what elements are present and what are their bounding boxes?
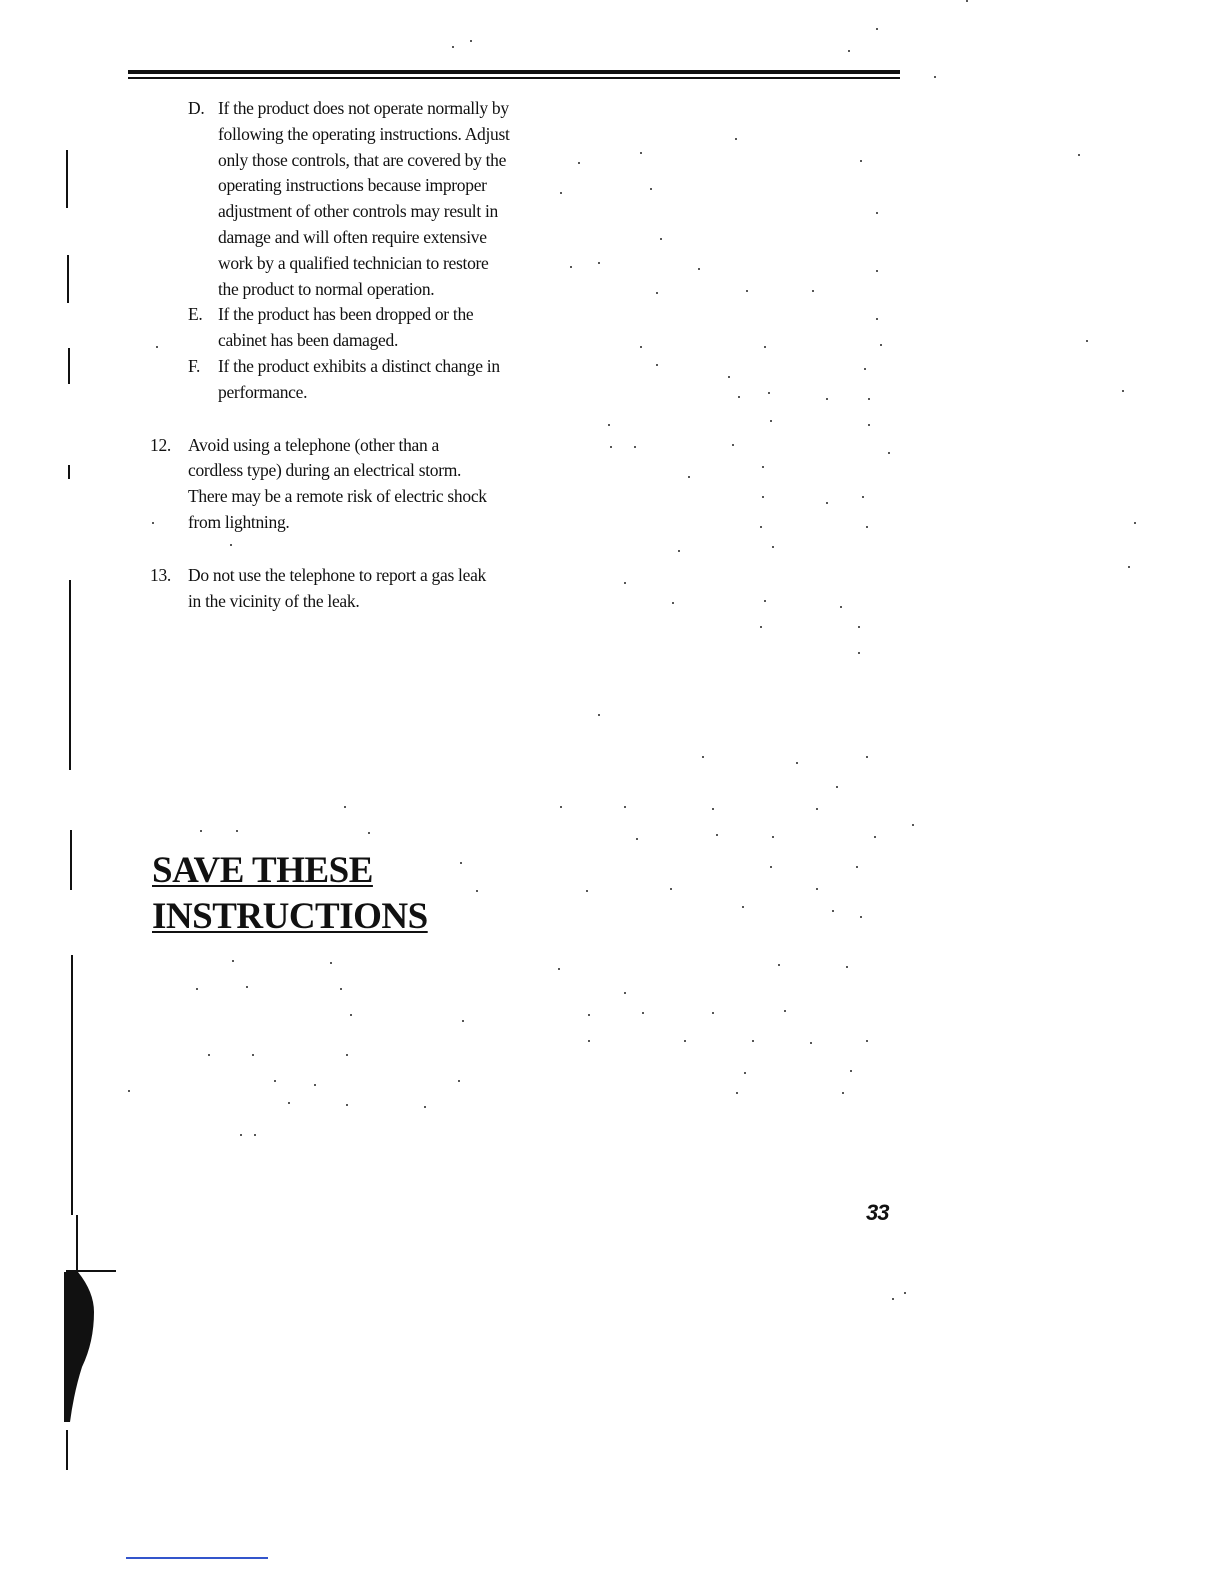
scan-speck: [760, 626, 762, 628]
scan-speck: [634, 446, 636, 448]
scan-speck: [208, 1054, 210, 1056]
instruction-list: [150, 96, 510, 614]
scan-speck: [636, 838, 638, 840]
scan-speck: [826, 398, 828, 400]
scan-speck: [608, 424, 610, 426]
scan-speck: [684, 1040, 686, 1042]
scan-speck: [904, 1292, 906, 1294]
binding-edge-mark: [71, 955, 73, 1215]
binding-edge-mark: [66, 150, 68, 208]
scan-speck: [760, 526, 762, 528]
scan-speck: [836, 786, 838, 788]
scan-speck: [738, 396, 740, 398]
list-item-f: [188, 354, 510, 406]
scan-speck: [752, 1040, 754, 1042]
scan-speck: [624, 992, 626, 994]
scan-speck: [640, 346, 642, 348]
scan-speck: [866, 526, 868, 528]
header-rule-secondary: [128, 77, 900, 79]
scan-speck: [826, 502, 828, 504]
scan-speck: [735, 138, 737, 140]
scan-speck: [716, 834, 718, 836]
scan-speck: [816, 888, 818, 890]
scan-speck: [688, 476, 690, 478]
scan-speck: [650, 188, 652, 190]
scan-speck: [888, 452, 890, 454]
scan-speck: [796, 762, 798, 764]
scan-speck: [744, 1072, 746, 1074]
scan-speck: [232, 960, 234, 962]
scan-speck: [762, 496, 764, 498]
scan-speck: [588, 1040, 590, 1042]
scan-speck: [892, 1298, 894, 1300]
list-marker: D.: [188, 98, 205, 118]
scan-speck: [660, 238, 662, 240]
scan-speck: [560, 192, 562, 194]
scan-speck: [344, 806, 346, 808]
scan-speck: [742, 906, 744, 908]
scan-speck: [470, 40, 472, 42]
scan-speck: [728, 376, 730, 378]
scan-speck: [560, 806, 562, 808]
list-marker: F.: [188, 355, 201, 376]
scan-speck: [768, 392, 770, 394]
scan-speck: [876, 28, 878, 30]
scan-speck: [772, 546, 774, 548]
scan-speck: [762, 466, 764, 468]
scan-speck: [588, 1014, 590, 1016]
scan-speck: [840, 606, 842, 608]
list-item-12: [150, 433, 510, 536]
scan-speck: [246, 986, 248, 988]
list-item-d: [188, 96, 510, 302]
scan-speck: [346, 1104, 348, 1106]
scan-speck: [254, 1134, 256, 1136]
scan-speck: [846, 966, 848, 968]
scan-speck: [874, 836, 876, 838]
scan-speck: [200, 830, 202, 832]
scan-speck: [624, 582, 626, 584]
scan-speck: [698, 268, 700, 270]
scan-speck: [1134, 522, 1136, 524]
scan-speck: [778, 964, 780, 966]
binding-edge-mark: [70, 830, 72, 890]
list-item-13: [150, 563, 510, 615]
scan-speck: [966, 0, 968, 2]
scan-speck: [868, 398, 870, 400]
list-marker: E.: [188, 304, 203, 325]
header-rule: [128, 70, 900, 74]
scan-speck: [702, 756, 704, 758]
scan-speck: [610, 446, 612, 448]
scan-speck: [866, 756, 868, 758]
scan-speck: [598, 262, 600, 264]
scan-speck: [772, 836, 774, 838]
scan-speck: [934, 76, 936, 78]
scan-speck: [784, 1010, 786, 1012]
scan-speck: [876, 318, 878, 320]
scan-speck: [770, 866, 772, 868]
scan-speck: [732, 444, 734, 446]
scan-speck: [586, 890, 588, 892]
save-instructions-heading: [152, 848, 492, 940]
scan-speck: [350, 1014, 352, 1016]
bottom-edge-line: [126, 1557, 268, 1559]
scan-speck: [864, 368, 866, 370]
list-item-text: Do not use the telephone to report a gas leak in the vicinity of the leak.: [188, 564, 486, 611]
scan-speck: [810, 1042, 812, 1044]
binding-edge-mark: [67, 255, 69, 303]
scan-speck: [736, 1092, 738, 1094]
scan-speck: [1078, 154, 1080, 156]
heading-line: SAVE THESE: [152, 850, 373, 891]
scan-speck: [712, 808, 714, 810]
list-item-e: [188, 302, 510, 354]
scan-speck: [816, 808, 818, 810]
binding-edge-mark: [69, 580, 71, 770]
scan-speck: [368, 832, 370, 834]
scan-speck: [1122, 390, 1124, 392]
scan-speck: [670, 888, 672, 890]
binding-edge-mark: [76, 1215, 78, 1270]
scan-speck: [656, 364, 658, 366]
scan-speck: [128, 1090, 130, 1092]
scan-speck: [236, 830, 238, 832]
binding-edge-mark: [68, 465, 70, 479]
scan-speck: [1128, 566, 1130, 568]
binding-edge-mark: [66, 1430, 68, 1470]
scan-speck: [240, 1134, 242, 1136]
scan-speck: [866, 1040, 868, 1042]
scan-speck: [764, 346, 766, 348]
list-item-text: If the product has been dropped or the cabinet has been damaged.: [218, 304, 474, 351]
scan-speck: [672, 602, 674, 604]
scan-speck: [812, 290, 814, 292]
scan-speck: [876, 270, 878, 272]
scan-speck: [746, 290, 748, 292]
scan-speck: [252, 1054, 254, 1056]
list-item-text: If the product exhibits a distinct change in performance.: [218, 355, 500, 402]
scan-speck: [880, 344, 882, 346]
scan-speck: [856, 866, 858, 868]
scan-speck: [860, 916, 862, 918]
scan-speck: [274, 1080, 276, 1082]
scan-speck: [764, 600, 766, 602]
scan-speck: [858, 626, 860, 628]
scan-speck: [424, 1106, 426, 1108]
scan-speck: [640, 152, 642, 154]
scan-speck: [314, 1084, 316, 1086]
scan-speck: [842, 1092, 844, 1094]
scan-speck: [860, 160, 862, 162]
scan-speck: [598, 714, 600, 716]
list-item-text: If the product does not operate normally by following the operating instructions. Adjust only those controls, that are covered by the operating instructions because improper adjustment of other controls may result in damage and will often require extensive work by a qualified technician to restore the product to normal operation.: [218, 98, 510, 299]
scan-speck: [848, 50, 850, 52]
scan-speck: [578, 162, 580, 164]
scan-speck: [868, 424, 870, 426]
scan-speck: [912, 824, 914, 826]
scan-speck: [558, 968, 560, 970]
binding-edge-mark: [68, 348, 70, 384]
binding-edge-shadow: [64, 1272, 98, 1422]
page-number: 33: [866, 1200, 889, 1225]
scan-speck: [570, 266, 572, 268]
list-marker: 12.: [150, 434, 171, 455]
scan-speck: [340, 988, 342, 990]
scan-speck: [462, 1020, 464, 1022]
scan-speck: [656, 292, 658, 294]
scan-speck: [712, 1012, 714, 1014]
scan-speck: [862, 496, 864, 498]
scan-speck: [678, 550, 680, 552]
scan-speck: [288, 1102, 290, 1104]
scan-speck: [832, 910, 834, 912]
scan-speck: [642, 1012, 644, 1014]
scan-speck: [876, 212, 878, 214]
scan-speck: [452, 46, 454, 48]
scan-speck: [330, 962, 332, 964]
scan-speck: [850, 1070, 852, 1072]
heading-line: INSTRUCTIONS: [152, 896, 428, 937]
scan-speck: [346, 1054, 348, 1056]
list-item-text: Avoid using a telephone (other than a cordless type) during an electrical storm. There may be a remote risk of electric shock from lightning.: [188, 434, 487, 532]
scan-speck: [458, 1080, 460, 1082]
scan-speck: [770, 420, 772, 422]
scan-speck: [624, 806, 626, 808]
scan-speck: [1086, 340, 1088, 342]
scan-speck: [196, 988, 198, 990]
scan-speck: [858, 652, 860, 654]
list-marker: 13.: [150, 564, 171, 585]
